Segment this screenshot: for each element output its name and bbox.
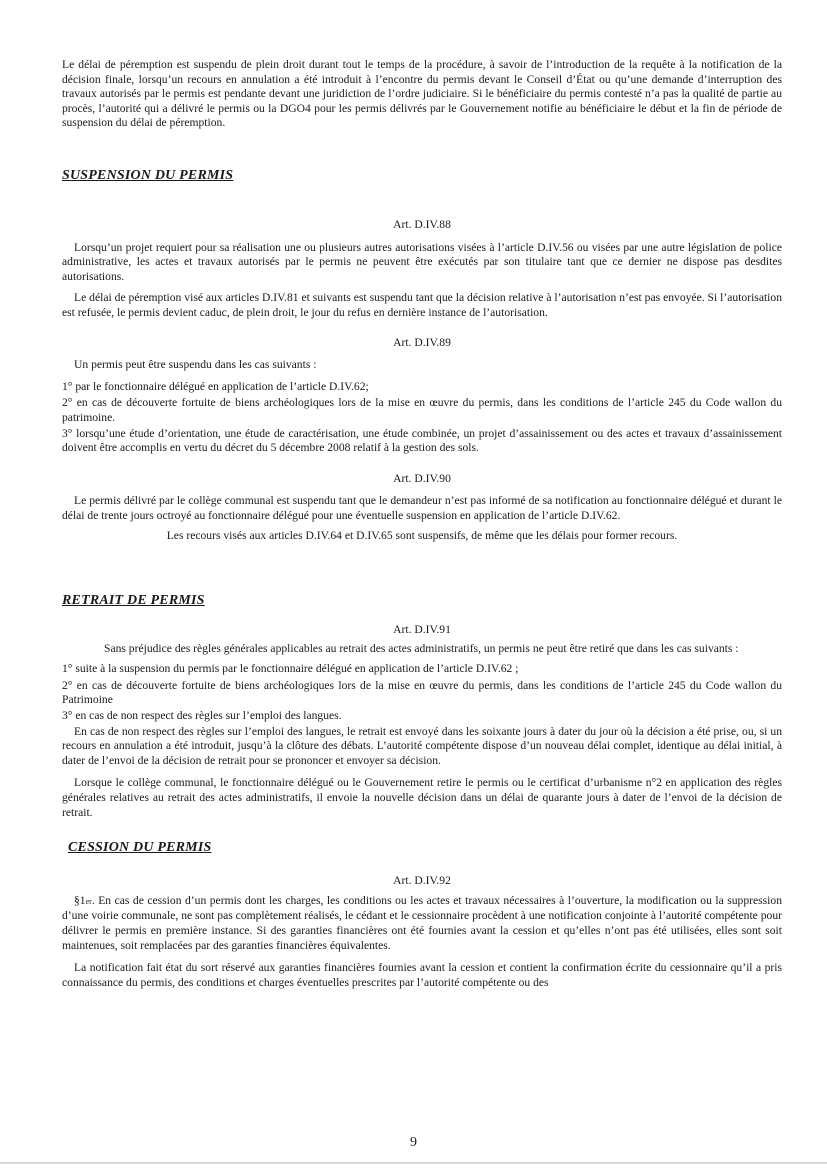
article-paragraph: Le permis délivré par le collège communal est suspendu tant que le demandeur n’est pas informé de sa notification au fonctionnaire délégué et durant le délai de trente jours octroyé au fonctionnaire délégué pour une éventuelle suspension en application de l’article D.IV.62. <box>62 494 782 522</box>
article-paragraph: Les recours visés aux articles D.IV.64 et D.IV.65 sont suspensifs, de même que les délais pour former recours. <box>166 529 678 543</box>
intro-paragraph: Le délai de péremption est suspendu de plein droit durant tout le temps de la procédure, à savoir de l’introduction de la requête à la notification de la décision finale, lorsqu’un recours en annulation a été introduit à l’encontre du permis devant le Conseil d’État ou qu’une demande d’interruption des travaux autorisés par le permis est pendante devant une juridiction de l’ordre judiciaire. Si le bénéficiaire du permis contesté n’a pas la qualité de partie au procès, l’autorité qui a délivré le permis ou la DGO4 pour les permis délivrés par le Gouvernement notifie au bénéficiaire le début et la fin de période de suspension du délai de péremption. <box>62 58 782 130</box>
list-item: 3° lorsqu’une étude d’orientation, une étude de caractérisation, une étude combinée, un projet d’assainissement ou des actes et travaux d’assainissement doivent être accomplis en vertu du décret du 5 décembre 2008 relatif à la gestion des sols. <box>62 426 782 455</box>
paragraph-mark: §1 <box>74 893 86 907</box>
list-item: 1° par le fonctionnaire délégué en application de l’article D.IV.62; <box>62 379 369 393</box>
section-heading-retrait: RETRAIT DE PERMIS <box>62 593 205 609</box>
list-item: 1° suite à la suspension du permis par le fonctionnaire délégué en application de l’article D.IV.62 ; <box>62 662 519 676</box>
article-paragraph: Sans préjudice des règles générales applicables au retrait des actes administratifs, un permis ne peut être retiré que dans les cas suivants : <box>104 641 739 655</box>
article-title: Art. D.IV.88 <box>393 217 451 231</box>
list-item: 2° en cas de découverte fortuite de biens archéologiques lors de la mise en œuvre du permis, dans les conditions de l’article 245 du Code wallon du patrimoine. <box>62 396 782 424</box>
section-heading-suspension: SUSPENSION DU PERMIS <box>62 167 234 183</box>
article-paragraph: Lorsque le collège communal, le fonctionnaire délégué ou le Gouvernement retire le permis ou le certificat d’urbanisme n°2 en application des règles générales relatives au retrait des actes administratifs, il envoie la nouvelle décision dans un délai de quarante jours à dater de l’envoi de la décision de retrait. <box>62 776 782 819</box>
article-paragraph: Un permis peut être suspendu dans les cas suivants : <box>74 358 317 372</box>
article-title: Art. D.IV.89 <box>393 335 451 349</box>
article-paragraph: La notification fait état du sort réservé aux garanties financières fournies avant la cession et contient la confirmation écrite du cessionnaire qu’il a pris connaissance du permis, des conditions et charges éventuelles prescrites par l’autorité compétente ou des <box>62 961 782 989</box>
article-paragraph: Lorsqu’un projet requiert pour sa réalisation une ou plusieurs autres autorisations visées à l’article D.IV.56 ou visées par une autre législation de police administrative, les actes et travaux autorisés par le permis ne peuvent être exécutés par son titulaire tant que ce dernier ne dispose pas desdites autorisations. <box>62 240 782 283</box>
article-paragraph: Le délai de péremption visé aux articles D.IV.81 et suivants est suspendu tant que la décision relative à l’autorisation n’est pas envoyée. Si l’autorisation est refusée, le permis devient caduc, de plein droit, le jour du refus en dernière instance de l’autorisation. <box>62 291 782 319</box>
article-paragraph <box>62 894 782 953</box>
paragraph-mark-suffix: er <box>85 896 92 906</box>
document-page <box>62 58 782 990</box>
article-paragraph: En cas de non respect des règles sur l’emploi des langues, le retrait est envoyé dans les soixante jours à dater du jour où la décision a été prise, ou, si un recours en annulation a été introduit, jusqu’à la clôture des débats. L’autorité compétente dispose d’un nouveau délai complet, identique au délai initial, à dater de l’envoi de la décision de retrait pour se prononcer et envoyer sa décision. <box>62 724 782 767</box>
article-title: Art. D.IV.92 <box>393 874 451 888</box>
article-title: Art. D.IV.91 <box>393 623 451 637</box>
page-number: 9 <box>410 1135 417 1150</box>
section-heading-cession: CESSION DU PERMIS <box>68 840 212 856</box>
scan-edge <box>0 1162 827 1164</box>
list-item: 3° en cas de non respect des règles sur l’emploi des langues. <box>62 709 342 723</box>
article-title: Art. D.IV.90 <box>393 471 451 485</box>
paragraph-text: . En cas de cession d’un permis dont les charges, les conditions ou les actes et travaux nécessaires à l’ouverture, la modification ou la suppression d’une voirie communale, ne sont pas complètement réalisés, le cédant et le cessionnaire procèdent à une notification conjointe à l’autorité compétente pour délivrer le permis en première instance. Si des garanties financières ont été fournies avant la cession et qu’elles n’ont pas été utilisées, elles sont soit maintenues, soit remplacées par des garanties financières équivalentes. <box>62 893 782 952</box>
list-item: 2° en cas de découverte fortuite de biens archéologiques lors de la mise en œuvre du permis, dans les conditions de l’article 245 du Code wallon du Patrimoine <box>62 678 782 707</box>
